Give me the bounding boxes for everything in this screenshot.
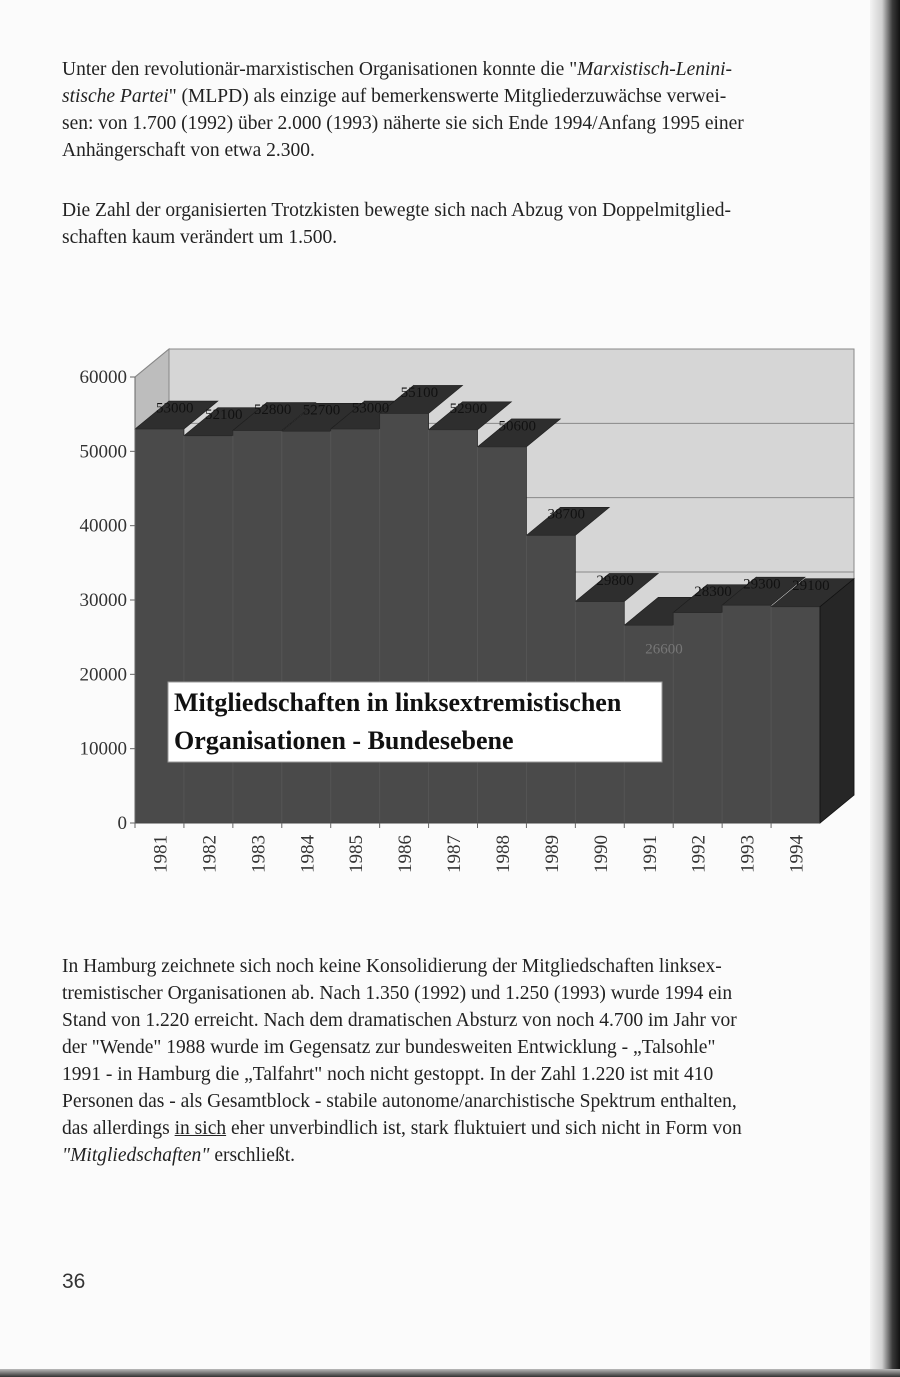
- chart-x-tick-label: 1992: [688, 835, 710, 873]
- italic-term: "Mitgliedschaften": [62, 1145, 210, 1166]
- chart-y-tick-label: 20000: [79, 664, 127, 686]
- chart-data-label: 50600: [498, 418, 537, 435]
- chart-title-line1: Mitgliedschaften in linksextremistischen: [174, 688, 622, 717]
- chart-data-label: 29800: [596, 572, 634, 589]
- chart-data-label: 29300: [743, 576, 781, 593]
- text-line: [62, 1115, 874, 1142]
- chart-title-box: [168, 682, 662, 762]
- chart-data-label: 28300: [694, 584, 732, 601]
- chart-x-tick-label: 1984: [297, 835, 319, 873]
- chart-data-label: 38700: [547, 506, 585, 523]
- chart-x-tick-label: 1993: [737, 835, 759, 873]
- page-bottom-shadow: [0, 1369, 900, 1377]
- paragraph-hamburg: [62, 953, 874, 1169]
- chart-x-tick-label: 1981: [150, 835, 172, 873]
- text-line: [62, 1142, 874, 1169]
- text-line: sen: von 1.700 (1992) über 2.000 (1993) näherte sie sich Ende 1994/Anfang 1995 einer: [62, 113, 744, 134]
- text-line: 1991 - in Hamburg die „Talfahrt" noch nicht gestoppt. In der Zahl 1.220 ist mit 410: [62, 1064, 714, 1085]
- text-line: [62, 83, 874, 110]
- chart-data-label: 55100: [400, 384, 439, 401]
- chart-x-tick-label: 1991: [639, 835, 661, 873]
- chart-x-axis: [135, 823, 808, 873]
- paragraph-trotzkisten: [62, 197, 874, 251]
- italic-party-name: Marxistisch-Lenini-: [577, 59, 733, 80]
- chart-data-label: 29100: [792, 578, 830, 595]
- chart-x-tick-label: 1988: [492, 835, 514, 873]
- chart-area-right-face: [820, 579, 854, 823]
- chart-x-tick-label: 1987: [444, 835, 466, 873]
- chart-y-tick-label: 50000: [79, 441, 127, 463]
- italic-party-name: stische Partei: [62, 86, 169, 107]
- chart-y-tick-label: 30000: [79, 590, 127, 611]
- chart-data-label: 52700: [302, 402, 341, 419]
- chart-x-tick-label: 1983: [248, 835, 270, 873]
- chart-x-tick-label: 1982: [199, 835, 221, 873]
- chart-y-axis: [80, 367, 136, 834]
- text-span: " (MLPD) als einzige auf bemerkenswerte Mitgliederzuwächse verwei-: [168, 86, 727, 107]
- chart-x-tick-label: 1985: [346, 835, 368, 873]
- chart-data-label: 53000: [351, 400, 390, 417]
- text-line: Anhängerschaft von etwa 2.300.: [62, 140, 315, 161]
- text-line: [62, 56, 874, 83]
- text-line: Personen das - als Gesamtblock - stabile autonome/anarchistische Spektrum enthalten,: [62, 1091, 737, 1112]
- chart-y-tick-label: 0: [117, 813, 127, 834]
- text-line: tremistischer Organisationen ab. Nach 1.350 (1992) und 1.250 (1993) wurde 1994 ein: [62, 983, 733, 1004]
- chart-y-tick-label: 40000: [79, 515, 127, 537]
- text-line: In Hamburg zeichnete sich noch keine Konsolidierung der Mitgliedschaften linksex-: [62, 956, 722, 977]
- text-line: schaften kaum verändert um 1.500.: [62, 227, 338, 248]
- text-line: Stand von 1.220 erreicht. Nach dem dramatischen Absturz von noch 4.700 im Jahr vor: [62, 1010, 737, 1031]
- chart-x-tick-label: 1994: [786, 835, 808, 873]
- chart-data-label: 53000: [156, 400, 194, 417]
- text-span: erschließt.: [209, 1145, 295, 1166]
- membership-chart: [50, 345, 880, 900]
- text-span: Unter den revolutionär-marxistischen Organisationen konnte die ": [62, 59, 578, 80]
- underlined-text: in sich: [174, 1118, 227, 1139]
- page-number: 36: [62, 1270, 86, 1293]
- chart-y-tick-label: 10000: [79, 738, 127, 760]
- chart-x-tick-label: 1990: [590, 835, 612, 873]
- text-span: eher unverbindlich ist, stark fluktuiert und sich nicht in Form von: [226, 1118, 742, 1139]
- chart-data-label: 52800: [253, 401, 292, 418]
- chart-title-line2: Organisationen - Bundesebene: [174, 726, 514, 755]
- chart-data-label: 52100: [204, 407, 243, 424]
- chart-data-label: 26600: [645, 641, 683, 658]
- text-span: das allerdings: [62, 1118, 175, 1139]
- chart-x-tick-label: 1989: [541, 835, 563, 873]
- chart-y-tick-label: 60000: [79, 367, 127, 388]
- text-line: der "Wende" 1988 wurde im Gegensatz zur bundesweiten Entwicklung - „Talsohle": [62, 1037, 716, 1058]
- book-gutter-shadow: [870, 0, 900, 1377]
- chart-data-label: 52900: [449, 401, 488, 418]
- text-line: Die Zahl der organisierten Trotzkisten bewegte sich nach Abzug von Doppelmitglied-: [62, 200, 731, 221]
- paragraph-mlpd: [62, 56, 874, 164]
- chart-x-tick-label: 1986: [395, 835, 417, 873]
